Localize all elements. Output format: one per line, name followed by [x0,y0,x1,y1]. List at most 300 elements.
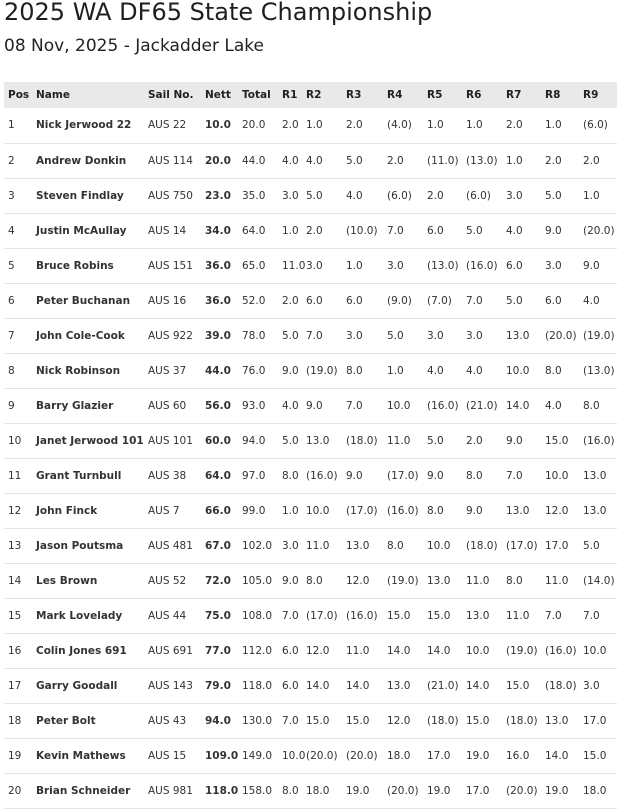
nett-cell: 79.0 [205,679,231,692]
pos-cell: 2 [8,154,15,167]
r8-cell: 8.0 [545,364,562,377]
r7-cell: 1.0 [506,154,523,167]
r5-cell: 15.0 [427,609,451,622]
r3-cell: 15.0 [346,714,370,727]
r5-cell: 1.0 [427,119,444,132]
table-row [4,458,617,493]
r2-cell: 4.0 [306,154,323,167]
total-cell: 130.0 [242,714,273,727]
column-header-r4: R4 [387,89,403,101]
r2-cell: 6.0 [306,294,323,307]
total-cell: 105.0 [242,574,273,587]
name-cell: Mark Lovelady [36,609,123,622]
pos-cell: 20 [8,784,22,797]
results-table-body [4,108,617,808]
r6-cell: 2.0 [466,434,483,447]
nett-cell: 118.0 [205,784,239,797]
nett-cell: 94.0 [205,714,231,727]
nett-cell: 109.0 [205,749,239,762]
r1-cell: 8.0 [282,784,299,797]
r7-cell: 8.0 [506,574,523,587]
r1-cell: 7.0 [282,609,299,622]
r5-cell: (13.0) [427,259,459,272]
r9-cell: 2.0 [583,154,600,167]
r7-cell: (17.0) [506,539,538,552]
r1-cell: 5.0 [282,329,299,342]
r6-cell: 1.0 [466,119,483,132]
r4-cell: 15.0 [387,609,411,622]
r5-cell: 10.0 [427,539,451,552]
nett-cell: 39.0 [205,329,231,342]
nett-cell: 67.0 [205,539,231,552]
r1-cell: 3.0 [282,189,299,202]
r3-cell: 4.0 [346,189,363,202]
r1-cell: 11.0 [282,259,306,272]
pos-cell: 9 [8,399,15,412]
total-cell: 20.0 [242,119,266,132]
pos-cell: 12 [8,504,22,517]
column-header-total: Total [242,89,271,101]
r8-cell: (20.0) [545,329,577,342]
name-cell: Les Brown [36,574,98,587]
r8-cell: 1.0 [545,119,562,132]
total-cell: 102.0 [242,539,273,552]
pos-cell: 16 [8,644,22,657]
r2-cell: (17.0) [306,609,338,622]
r9-cell: (14.0) [583,574,615,587]
sail-no-cell: AUS 14 [148,224,187,237]
r6-cell: (6.0) [466,189,491,202]
r9-cell: (6.0) [583,119,608,132]
sail-no-cell: AUS 481 [148,539,193,552]
r2-cell: 15.0 [306,714,330,727]
r4-cell: (17.0) [387,469,419,482]
r2-cell: 11.0 [306,539,330,552]
sail-no-cell: AUS 151 [148,259,193,272]
total-cell: 65.0 [242,259,266,272]
total-cell: 158.0 [242,784,273,797]
r3-cell: 14.0 [346,679,370,692]
r6-cell: (16.0) [466,259,498,272]
r1-cell: 5.0 [282,434,299,447]
event-date-venue: 08 Nov, 2025 - Jackadder Lake [4,36,264,56]
r4-cell: 14.0 [387,644,411,657]
r4-cell: 3.0 [387,259,404,272]
r3-cell: 6.0 [346,294,363,307]
table-row [4,178,617,213]
r2-cell: 14.0 [306,679,330,692]
r6-cell: 11.0 [466,574,490,587]
r1-cell: 9.0 [282,574,299,587]
nett-cell: 20.0 [205,154,231,167]
column-header-r2: R2 [306,89,322,101]
column-header-r1: R1 [282,89,298,101]
r9-cell: 13.0 [583,504,607,517]
name-cell: John Cole-Cook [36,329,125,342]
r8-cell: (18.0) [545,679,577,692]
name-cell: Colin Jones 691 [36,644,127,657]
r5-cell: (18.0) [427,714,459,727]
total-cell: 118.0 [242,679,273,692]
total-cell: 93.0 [242,399,266,412]
sail-no-cell: AUS 60 [148,399,187,412]
r1-cell: 7.0 [282,714,299,727]
sail-no-cell: AUS 15 [148,749,187,762]
name-cell: Peter Bolt [36,714,96,727]
r5-cell: 19.0 [427,784,451,797]
pos-cell: 1 [8,119,15,132]
r3-cell: 13.0 [346,539,370,552]
r7-cell: 15.0 [506,679,530,692]
r8-cell: 14.0 [545,749,569,762]
results-table-header [4,82,617,108]
r5-cell: 17.0 [427,749,451,762]
r9-cell: (20.0) [583,224,615,237]
r2-cell: 5.0 [306,189,323,202]
table-row [4,388,617,423]
nett-cell: 56.0 [205,399,231,412]
r5-cell: (7.0) [427,294,452,307]
table-row [4,213,617,248]
r9-cell: (13.0) [583,364,615,377]
total-cell: 78.0 [242,329,266,342]
r9-cell: 10.0 [583,644,607,657]
r2-cell: 3.0 [306,259,323,272]
r2-cell: 1.0 [306,119,323,132]
r7-cell: (20.0) [506,784,538,797]
r9-cell: 7.0 [583,609,600,622]
total-cell: 97.0 [242,469,266,482]
r7-cell: (19.0) [506,644,538,657]
table-row [4,738,617,773]
r2-cell: 7.0 [306,329,323,342]
sail-no-cell: AUS 52 [148,574,187,587]
name-cell: John Finck [36,504,98,517]
r5-cell: 3.0 [427,329,444,342]
r3-cell: 1.0 [346,259,363,272]
r6-cell: 15.0 [466,714,490,727]
nett-cell: 36.0 [205,259,231,272]
r5-cell: (21.0) [427,679,459,692]
r5-cell: (11.0) [427,154,459,167]
total-cell: 94.0 [242,434,266,447]
r8-cell: 4.0 [545,399,562,412]
r8-cell: 7.0 [545,609,562,622]
table-row [4,108,617,143]
r7-cell: (18.0) [506,714,538,727]
r7-cell: 10.0 [506,364,530,377]
r7-cell: 16.0 [506,749,530,762]
total-cell: 35.0 [242,189,266,202]
r3-cell: 11.0 [346,644,370,657]
r9-cell: 3.0 [583,679,600,692]
total-cell: 112.0 [242,644,273,657]
column-header-r6: R6 [466,89,482,101]
sail-no-cell: AUS 43 [148,714,187,727]
name-cell: Nick Jerwood 22 [36,119,132,132]
table-row [4,493,617,528]
r3-cell: 19.0 [346,784,370,797]
r2-cell: (16.0) [306,469,338,482]
name-cell: Nick Robinson [36,364,121,377]
name-cell: Jason Poutsma [36,539,124,552]
table-row [4,598,617,633]
pos-cell: 5 [8,259,15,272]
name-cell: Brian Schneider [36,784,131,797]
r3-cell: (16.0) [346,609,378,622]
sail-no-cell: AUS 114 [148,154,193,167]
sail-no-cell: AUS 16 [148,294,187,307]
r1-cell: 8.0 [282,469,299,482]
r1-cell: 9.0 [282,364,299,377]
pos-cell: 8 [8,364,15,377]
r3-cell: (17.0) [346,504,378,517]
sail-no-cell: AUS 38 [148,469,187,482]
sail-no-cell: AUS 691 [148,644,193,657]
r2-cell: 9.0 [306,399,323,412]
r6-cell: 8.0 [466,469,483,482]
r6-cell: 13.0 [466,609,490,622]
r8-cell: 5.0 [545,189,562,202]
r2-cell: 2.0 [306,224,323,237]
r5-cell: 5.0 [427,434,444,447]
name-cell: Justin McAullay [36,224,127,237]
r8-cell: 2.0 [545,154,562,167]
r7-cell: 13.0 [506,504,530,517]
r1-cell: 4.0 [282,399,299,412]
column-header-r7: R7 [506,89,522,101]
pos-cell: 11 [8,469,22,482]
r9-cell: 5.0 [583,539,600,552]
name-cell: Grant Turnbull [36,469,122,482]
nett-cell: 23.0 [205,189,231,202]
nett-cell: 36.0 [205,294,231,307]
r8-cell: 17.0 [545,539,569,552]
r7-cell: 9.0 [506,434,523,447]
r7-cell: 3.0 [506,189,523,202]
sail-no-cell: AUS 22 [148,119,187,132]
r7-cell: 13.0 [506,329,530,342]
r8-cell: 12.0 [545,504,569,517]
r6-cell: 7.0 [466,294,483,307]
r2-cell: (19.0) [306,364,338,377]
r2-cell: (20.0) [306,749,338,762]
r3-cell: 9.0 [346,469,363,482]
nett-cell: 77.0 [205,644,231,657]
sail-no-cell: AUS 101 [148,434,193,447]
table-row [4,703,617,738]
pos-cell: 7 [8,329,15,342]
r9-cell: (19.0) [583,329,615,342]
r8-cell: (16.0) [545,644,577,657]
pos-cell: 19 [8,749,22,762]
sail-no-cell: AUS 750 [148,189,193,202]
r1-cell: 2.0 [282,294,299,307]
r2-cell: 13.0 [306,434,330,447]
r1-cell: 6.0 [282,644,299,657]
r5-cell: 4.0 [427,364,444,377]
table-row [4,668,617,703]
r5-cell: 13.0 [427,574,451,587]
r8-cell: 9.0 [545,224,562,237]
r9-cell: 9.0 [583,259,600,272]
r6-cell: 19.0 [466,749,490,762]
r9-cell: 1.0 [583,189,600,202]
r9-cell: (16.0) [583,434,615,447]
r4-cell: 12.0 [387,714,411,727]
r3-cell: 8.0 [346,364,363,377]
nett-cell: 72.0 [205,574,231,587]
page-title: 2025 WA DF65 State Championship [4,0,433,26]
column-header-nett: Nett [205,89,231,101]
r6-cell: 4.0 [466,364,483,377]
r1-cell: 2.0 [282,119,299,132]
r1-cell: 6.0 [282,679,299,692]
total-cell: 149.0 [242,749,273,762]
total-cell: 44.0 [242,154,266,167]
r6-cell: 9.0 [466,504,483,517]
pos-cell: 15 [8,609,22,622]
table-row [4,423,617,458]
r7-cell: 14.0 [506,399,530,412]
nett-cell: 10.0 [205,119,231,132]
r8-cell: 11.0 [545,574,569,587]
r8-cell: 13.0 [545,714,569,727]
sail-no-cell: AUS 981 [148,784,193,797]
r7-cell: 11.0 [506,609,530,622]
table-row [4,283,617,318]
table-row [4,143,617,178]
r7-cell: 7.0 [506,469,523,482]
name-cell: Garry Goodall [36,679,118,692]
nett-cell: 44.0 [205,364,231,377]
r4-cell: 1.0 [387,364,404,377]
r7-cell: 5.0 [506,294,523,307]
name-cell: Janet Jerwood 101 [36,434,144,447]
r3-cell: (10.0) [346,224,378,237]
table-row [4,248,617,283]
r6-cell: 10.0 [466,644,490,657]
pos-cell: 4 [8,224,15,237]
pos-cell: 14 [8,574,22,587]
column-header-name: Name [36,89,70,101]
r6-cell: (18.0) [466,539,498,552]
r4-cell: 13.0 [387,679,411,692]
name-cell: Andrew Donkin [36,154,127,167]
total-cell: 99.0 [242,504,266,517]
r4-cell: (6.0) [387,189,412,202]
pos-cell: 18 [8,714,22,727]
r5-cell: 2.0 [427,189,444,202]
r6-cell: 14.0 [466,679,490,692]
r9-cell: 18.0 [583,784,607,797]
pos-cell: 10 [8,434,22,447]
r5-cell: (16.0) [427,399,459,412]
r6-cell: (13.0) [466,154,498,167]
name-cell: Bruce Robins [36,259,114,272]
nett-cell: 75.0 [205,609,231,622]
column-header-pos: Pos [8,89,30,101]
r3-cell: 5.0 [346,154,363,167]
table-row [4,633,617,668]
r4-cell: 10.0 [387,399,411,412]
r5-cell: 14.0 [427,644,451,657]
total-cell: 52.0 [242,294,266,307]
r6-cell: 3.0 [466,329,483,342]
nett-cell: 60.0 [205,434,231,447]
r4-cell: (4.0) [387,119,412,132]
sail-no-cell: AUS 37 [148,364,187,377]
r8-cell: 6.0 [545,294,562,307]
column-header-sail-no: Sail No. [148,89,194,101]
r6-cell: 5.0 [466,224,483,237]
r1-cell: 1.0 [282,504,299,517]
header-row [4,82,617,108]
r6-cell: 17.0 [466,784,490,797]
r7-cell: 6.0 [506,259,523,272]
r4-cell: (16.0) [387,504,419,517]
r8-cell: 15.0 [545,434,569,447]
r4-cell: 5.0 [387,329,404,342]
r8-cell: 3.0 [545,259,562,272]
nett-cell: 64.0 [205,469,231,482]
r1-cell: 3.0 [282,539,299,552]
total-cell: 108.0 [242,609,273,622]
pos-cell: 13 [8,539,22,552]
table-row [4,773,617,808]
r1-cell: 10.0 [282,749,306,762]
r1-cell: 1.0 [282,224,299,237]
column-header-r8: R8 [545,89,561,101]
name-cell: Steven Findlay [36,189,124,202]
r2-cell: 8.0 [306,574,323,587]
table-row [4,528,617,563]
sail-no-cell: AUS 7 [148,504,180,517]
pos-cell: 3 [8,189,15,202]
column-header-r9: R9 [583,89,599,101]
sail-no-cell: AUS 44 [148,609,187,622]
r4-cell: 2.0 [387,154,404,167]
r4-cell: (19.0) [387,574,419,587]
r4-cell: 18.0 [387,749,411,762]
r7-cell: 4.0 [506,224,523,237]
pos-cell: 17 [8,679,22,692]
r4-cell: (20.0) [387,784,419,797]
r5-cell: 6.0 [427,224,444,237]
nett-cell: 34.0 [205,224,231,237]
r4-cell: 8.0 [387,539,404,552]
total-cell: 76.0 [242,364,266,377]
r9-cell: 17.0 [583,714,607,727]
r4-cell: 11.0 [387,434,411,447]
sail-no-cell: AUS 143 [148,679,193,692]
r9-cell: 8.0 [583,399,600,412]
r4-cell: 7.0 [387,224,404,237]
r2-cell: 18.0 [306,784,330,797]
column-header-r5: R5 [427,89,443,101]
r8-cell: 19.0 [545,784,569,797]
name-cell: Kevin Mathews [36,749,126,762]
name-cell: Peter Buchanan [36,294,131,307]
r5-cell: 9.0 [427,469,444,482]
r9-cell: 15.0 [583,749,607,762]
r8-cell: 10.0 [545,469,569,482]
table-row [4,353,617,388]
r3-cell: 2.0 [346,119,363,132]
r6-cell: (21.0) [466,399,498,412]
r5-cell: 8.0 [427,504,444,517]
r3-cell: (18.0) [346,434,378,447]
